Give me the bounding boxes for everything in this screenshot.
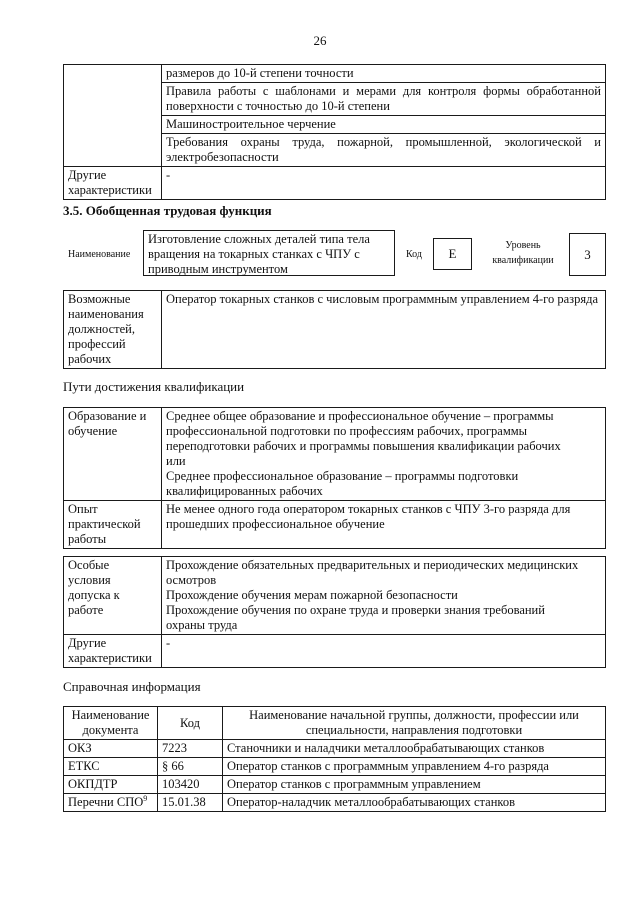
code-value: E (448, 246, 457, 261)
ref-code: 103420 (158, 776, 223, 794)
table-row (64, 758, 606, 776)
function-name-line: приводным инструментом (148, 262, 288, 276)
header-code: Код (158, 707, 223, 740)
level-label: Уровень квалификации (492, 240, 554, 266)
level-value-box (569, 233, 606, 276)
conditions-value: Прохождение обязательных предварительных и периодических медицинских осмотров Прохождение обучения мерам пожарной безопасности Прохождение обучения по охране труда и проверки знания требований охраны труда (162, 557, 606, 635)
ref-code: § 66 (158, 758, 223, 776)
table-row (64, 794, 606, 812)
ref-doc: ЕТКС (64, 758, 158, 776)
code-label: Код (406, 249, 422, 260)
positions-table (63, 290, 606, 369)
function-name-box (143, 230, 395, 276)
other-value: - (162, 635, 606, 668)
reference-heading: Справочная информация (63, 679, 201, 694)
conditions-table (63, 556, 606, 668)
conditions-label: Особые условия допуска к работе (64, 557, 162, 635)
paths-heading: Пути достижения квалификации (63, 379, 245, 394)
experience-label: Опыт практической работы (64, 501, 162, 549)
section-heading: 3.5. Обобщенная трудовая функция (63, 203, 272, 218)
ref-name: Оператор станков с программным управлением (223, 776, 606, 794)
experience-value: Не менее одного года оператором токарных станков с ЧПУ 3-го разряда для прошедших профессиональное обучение (162, 501, 606, 549)
function-name-line: Изготовление сложных деталей типа тела (148, 232, 370, 246)
row-label (64, 65, 162, 167)
positions-value: Оператор токарных станков с числовым программным управлением 4-го разряда (162, 291, 606, 369)
ref-name: Оператор станков с программным управлением 4-го разряда (223, 758, 606, 776)
ref-code: 7223 (158, 740, 223, 758)
function-name-line: вращения на токарных станках с ЧПУ с (148, 247, 360, 261)
page-number: 26 (313, 33, 327, 48)
other-label: Другие характеристики (64, 167, 162, 200)
row-value: Машиностроительное черчение (162, 116, 606, 134)
row-value: размеров до 10-й степени точности (162, 65, 606, 83)
table-row (64, 776, 606, 794)
education-value: Среднее общее образование и профессиональное обучение – программы профессиональной подготовки по профессиям рабочих, программы переподготовки рабочих и программы повышения квалификации рабочих или Среднее профессиональное образование – программы подготовки квалифицированных рабочих (162, 408, 606, 501)
top-table (63, 64, 606, 200)
ref-name: Оператор-наладчик металлообрабатывающих станков (223, 794, 606, 812)
ref-doc: ОКЗ (64, 740, 158, 758)
positions-label: Возможные наименования должностей, профессий рабочих (64, 291, 162, 369)
ref-doc: ОКПДТР (64, 776, 158, 794)
education-label: Образование и обучение (64, 408, 162, 501)
table-row (64, 291, 606, 369)
ref-name: Станочники и наладчики металлообрабатывающих станков (223, 740, 606, 758)
qualification-table (63, 407, 606, 549)
footnote-mark: 9 (143, 793, 148, 803)
level-value: 3 (584, 246, 591, 262)
name-label: Наименование (68, 249, 131, 260)
table-header-row (64, 707, 606, 740)
table-row (64, 635, 606, 668)
table-row (64, 408, 606, 501)
table-row (64, 65, 606, 83)
table-row (64, 740, 606, 758)
other-label: Другие характеристики (64, 635, 162, 668)
table-row (64, 557, 606, 635)
table-row (64, 501, 606, 549)
reference-table (63, 706, 606, 812)
ref-code: 15.01.38 (158, 794, 223, 812)
row-value: Требования охраны труда, пожарной, промышленной, экологической и электробезопасности (162, 134, 606, 167)
row-value: Правила работы с шаблонами и мерами для контроля формы обработанной поверхности с точностью до 10-й степени (162, 83, 606, 116)
ref-doc: Перечни СПО$^9$ (64, 794, 158, 812)
header-doc: Наименование документа (64, 707, 158, 740)
table-row (64, 167, 606, 200)
other-value: - (162, 167, 606, 200)
code-value-box (433, 238, 472, 270)
header-name: Наименование начальной группы, должности, профессии или специальности, направления подготовки (223, 707, 606, 740)
